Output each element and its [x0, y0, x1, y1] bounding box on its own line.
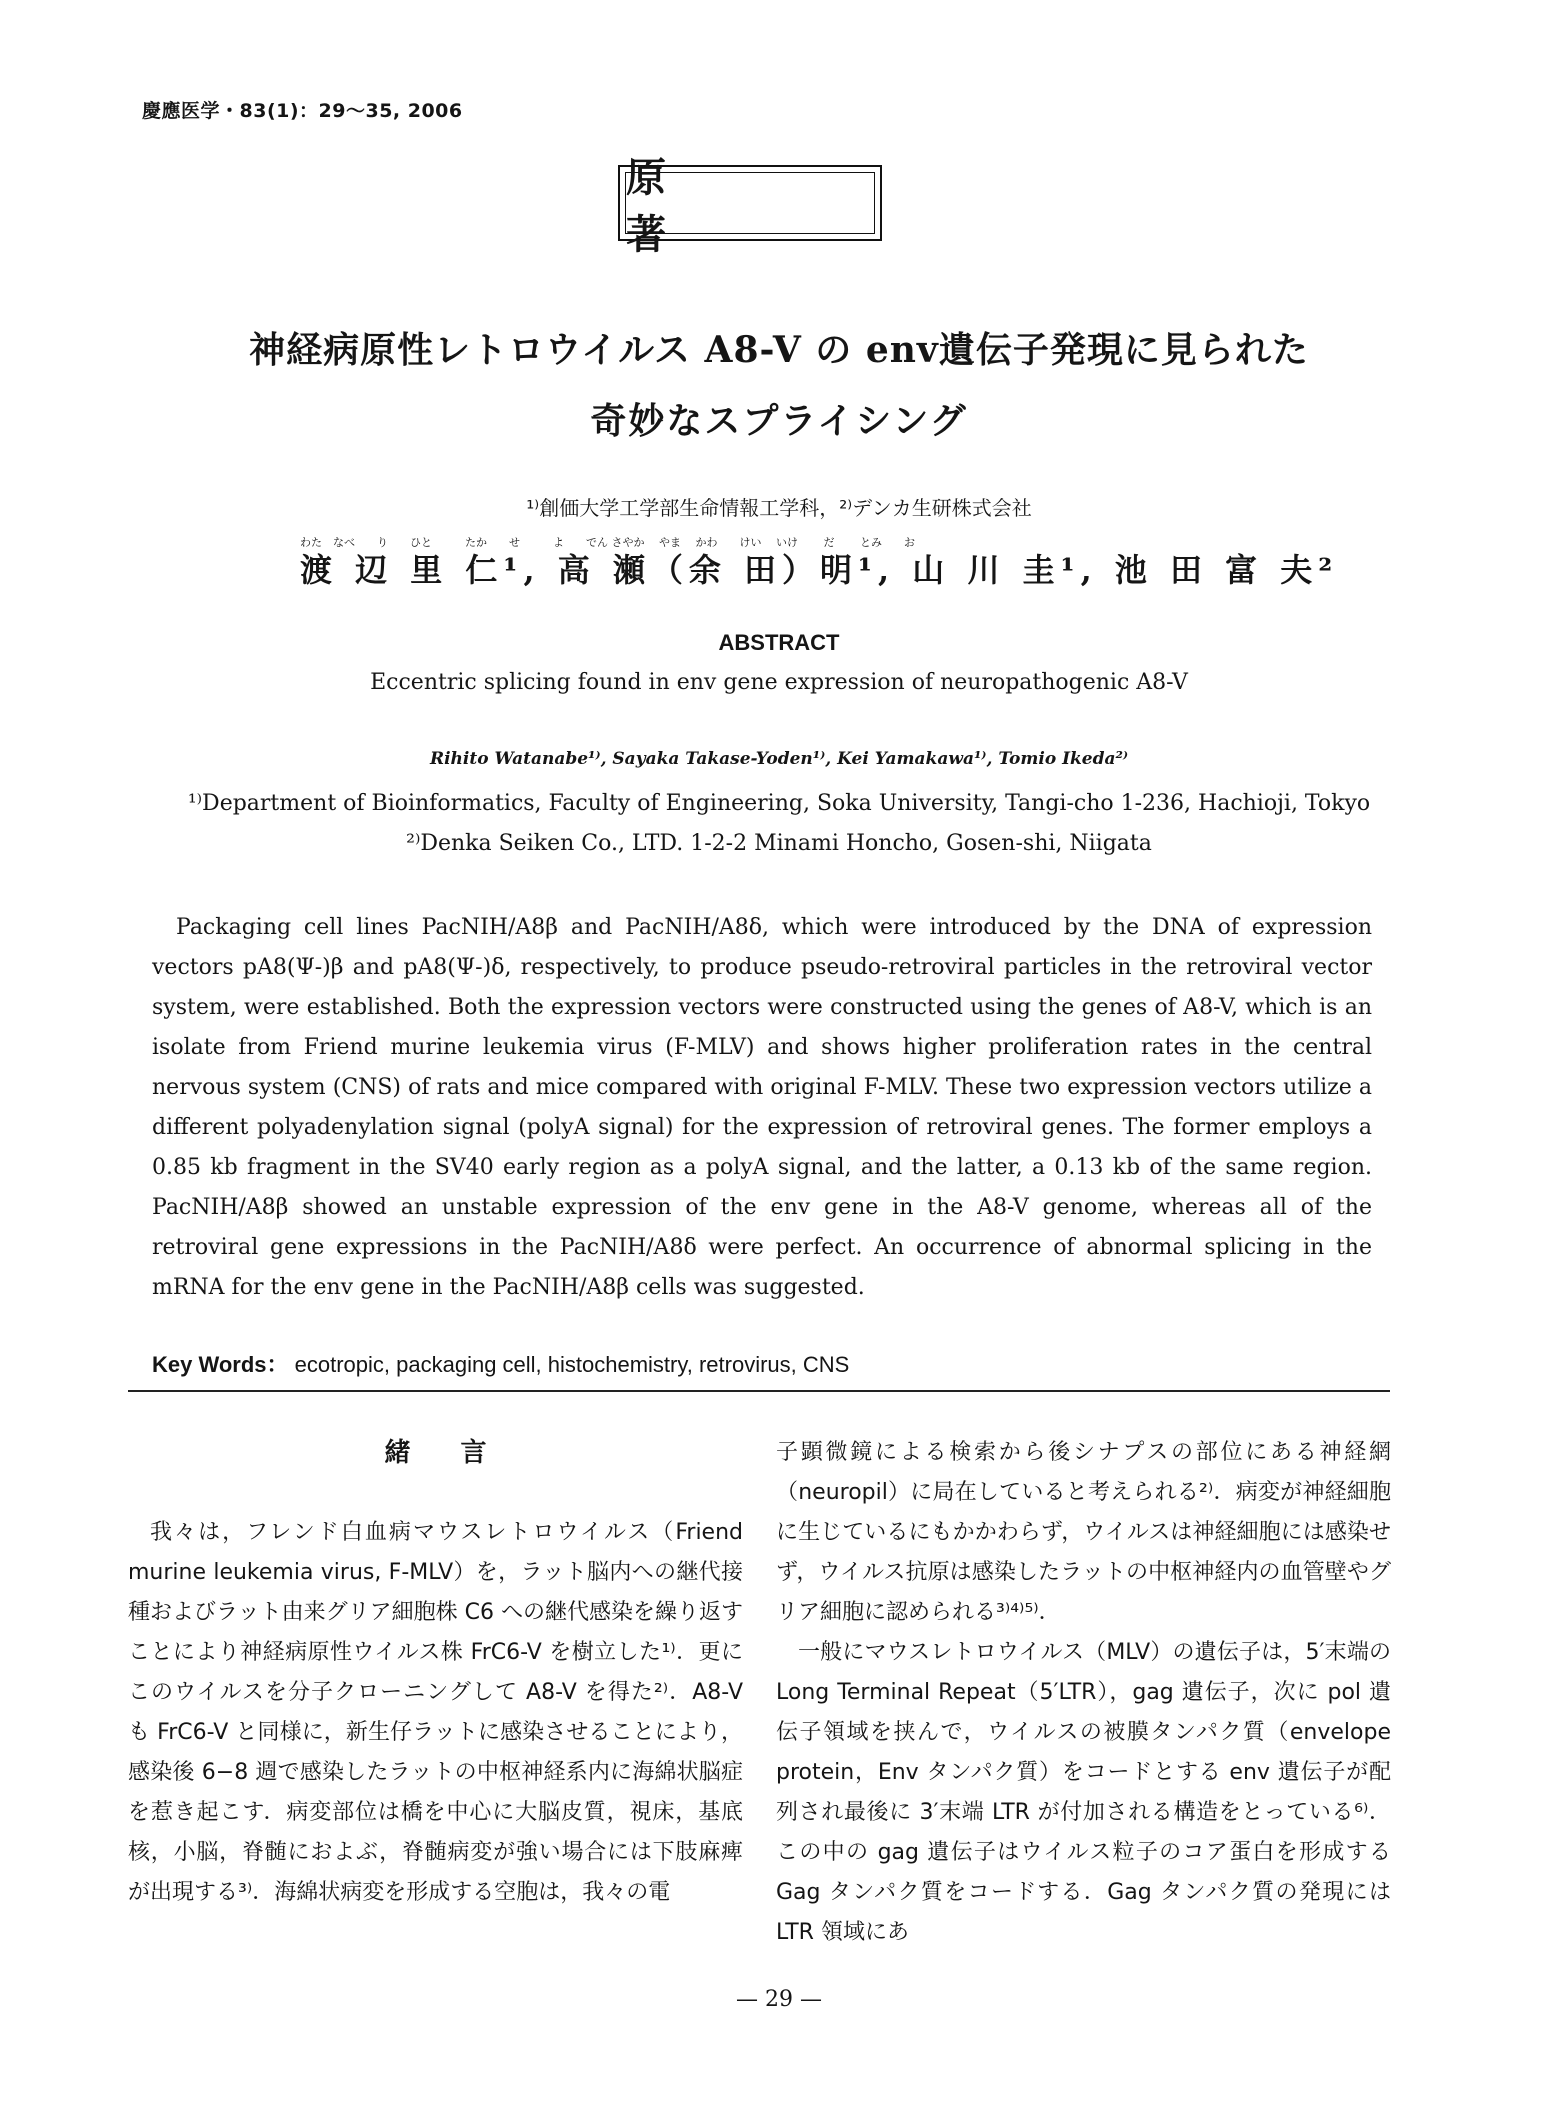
keywords	[152, 1348, 849, 1379]
right-column	[776, 1433, 1391, 1953]
english-title: Eccentric splicing found in env gene expression of neuropathogenic A8-V	[370, 670, 1188, 695]
english-affiliation-1: ¹⁾Department of Bioinformatics, Faculty of Engineering, Soka University, Tangi-cho 1-236, Hachioji, Tokyo	[187, 791, 1371, 816]
section-heading-introduction: 緒言	[384, 1438, 537, 1468]
section-divider	[128, 1390, 1390, 1392]
intro-paragraph-1-continued: 子顕微鏡による検索から後シナプスの部位にある神経網（neuropil）に局在していると考えられる²⁾．病変が神経細胞に生じているにもかかわらず，ウイルスは神経細胞には感染せず，ウイルス抗原は感染したラットの中枢神経内の血管壁やグリア細胞に認められる³⁾⁴⁾⁵⁾．	[776, 1440, 1391, 1625]
article-type-box	[618, 154, 906, 258]
english-authors: Rihito Watanabe¹⁾, Sayaka Takase-Yoden¹⁾, Kei Yamakawa¹⁾, Tomio Ikeda²⁾	[429, 749, 1129, 769]
japanese-affiliations: ¹⁾創価大学工学部生命情報工学科，²⁾デンカ生研株式会社	[526, 496, 1032, 520]
abstract-heading: ABSTRACT	[718, 630, 840, 655]
japanese-title-line-1: 神経病原性レトロウイルス A8-V の env遺伝子発現に見られた	[249, 329, 1309, 371]
article-type-label: 原 著	[626, 154, 906, 258]
abstract-paragraph: Packaging cell lines PacNIH/A8β and PacNIH/A8δ, which were introduced by the DNA of expression vectors pA8(Ψ-)β and pA8(Ψ-)δ, respectively, to produce pseudo-retroviral particles in the retroviral vector system, were established. Both the expression vectors were constructed using the genes of A8-V, which is an isolate from Friend murine leukemia virus (F-MLV) and shows higher proliferation rates in the central nervous system (CNS) of rats and mice compared with original F-MLV. These two expression vectors utilize a different polyadenylation signal (polyA signal) for the expression of retroviral genes. The former employs a 0.85 kb fragment in the SV40 early region as a polyA signal, and the latter, a 0.13 kb of the same region. PacNIH/A8β showed an unstable expression of the env gene in the A8-V genome, whereas all of the retroviral gene expressions in the PacNIH/A8δ were perfect. An occurrence of abnormal splicing in the mRNA for the env gene in the PacNIH/A8β cells was suggested.	[152, 915, 1372, 1300]
page-number: — 29 —	[736, 1987, 822, 2012]
japanese-authors: 渡 辺 里 仁¹, 高 瀬（余 田）明¹, 山 川 圭¹, 池 田 富 夫²	[300, 551, 1339, 589]
spacer	[128, 1473, 743, 1513]
abstract-body	[152, 908, 1372, 1308]
intro-paragraph-1: 我々は，フレンド白血病マウスレトロウイルス（Friend murine leukemia virus, F-MLV）を，ラット脳内への継代接種およびラット由来グリア細胞株 C6 への継代感染を繰り返すことにより神経病原性ウイルス株 FrC6-V を樹立した¹⁾．更にこのウイルスを分子クローニングして A8-V を得た²⁾．A8-V も FrC6-V と同様に，新生仔ラットに感染させることにより，感染後 6−8 週で感染したラットの中枢神経系内に海綿状脳症を惹き起こす．病変部位は橋を中心に大脳皮質，視床，基底核，小脳，脊髄におよぶ，脊髄病変が強い場合には下肢麻痺が出現する³⁾．海綿状病変を形成する空胞は，我々の電	[128, 1520, 743, 1905]
keywords-value: ecotropic, packaging cell, histochemistry, retrovirus, CNS	[294, 1352, 850, 1377]
left-column	[128, 1433, 743, 1913]
keywords-label: Key Words：	[152, 1352, 289, 1377]
journal-header: 慶應医学・83(1)：29〜35, 2006	[142, 100, 463, 122]
english-affiliation-2: ²⁾Denka Seiken Co., LTD. 1-2-2 Minami Honcho, Gosen-shi, Niigata	[406, 831, 1152, 856]
japanese-title-line-2: 奇妙なスプライシング	[590, 400, 968, 442]
author-name-readings: わた なべ り ひと たか せ よ でん さやか やま かわ けい いけ だ とみ お	[300, 536, 915, 549]
intro-paragraph-2: 一般にマウスレトロウイルス（MLV）の遺伝子は，5′末端の Long Terminal Repeat（5′LTR），gag 遺伝子，次に pol 遺伝子領域を挟んで，ウイルスの被膜タンパク質（envelope protein，Env タンパク質）をコードとする env 遺伝子が配列され最後に 3′末端 LTR が付加される構造をとっている⁶⁾．この中の gag 遺伝子はウイルス粒子のコア蛋白を形成する Gag タンパク質をコードする．Gag タンパク質の発現には LTR 領域にあ	[776, 1640, 1391, 1945]
